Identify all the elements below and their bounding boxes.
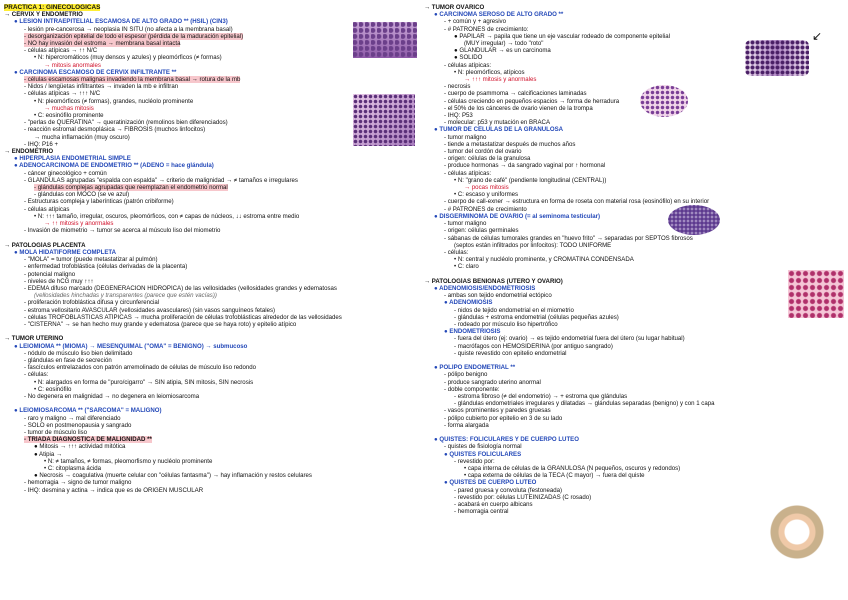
- left-line-text: - células atípicas: [24, 205, 70, 213]
- left-line: [4, 328, 419, 335]
- right-line: [424, 112, 844, 119]
- left-line: [4, 400, 419, 407]
- right-line-text: ● CARCINOMA SEROSO DE ALTO GRADO **: [434, 11, 564, 19]
- right-line: [424, 299, 844, 306]
- granulosa-image: [668, 205, 720, 235]
- right-line: [424, 76, 844, 83]
- left-line-text: - tumor de músculo liso: [24, 428, 87, 436]
- carcinoma-histology-image: [353, 94, 415, 146]
- pen-arrow-icon: ↙: [812, 29, 823, 43]
- left-line: [4, 292, 419, 299]
- left-line-text: → muchas mitosis: [44, 104, 94, 112]
- right-line-text: - + común y + agresivo: [444, 18, 506, 26]
- right-lines: [424, 4, 844, 515]
- right-line: [424, 184, 844, 191]
- left-line-text: - glándulas complejas agrupadas que reemplazan el endometrio normal: [34, 184, 228, 192]
- left-line: [4, 177, 419, 184]
- right-line: [424, 141, 844, 148]
- right-line-text: - revestido por: células LUTEINIZADAS (C rosado): [454, 493, 592, 501]
- right-line: [424, 371, 844, 378]
- right-line: [424, 278, 844, 285]
- left-line-text: - cáncer ginecológico + común: [24, 169, 107, 177]
- left-line-text: - niveles de hCG muy ↑↑↑: [24, 277, 94, 285]
- left-line: [4, 379, 419, 386]
- right-line-text: - acabará en cuerpo albicans: [454, 501, 533, 509]
- right-line: [424, 443, 844, 450]
- right-line: [424, 105, 844, 112]
- left-line-text: • N: alargados en forma de "puro/cigarro" → SIN atipia, SIN mitosis, SIN necrosis: [34, 378, 254, 386]
- right-line-text: • C: escaso y uniformes: [454, 191, 519, 199]
- left-line: [4, 271, 419, 278]
- right-line-text: - cuerpo de psammoma → calcificaciones laminadas: [444, 90, 587, 98]
- left-line-text: - glándulas en fase de secreción: [24, 356, 112, 364]
- left-line-text: - células atípicas → ↑↑ N/C: [24, 47, 98, 55]
- right-line: [424, 213, 844, 220]
- left-line-text: - "CISTERNA" → se han hecho muy grande y edematosa (parece que se haya roto) y epitelio atípico: [24, 320, 297, 328]
- right-line-text: - hemorragia central: [454, 508, 509, 516]
- right-line: [424, 314, 844, 321]
- right-line: [424, 242, 844, 249]
- left-line-text: → mucha inflamación (muy oscuro): [34, 133, 130, 141]
- right-line: [424, 4, 844, 11]
- left-line: [4, 429, 419, 436]
- left-line: [4, 472, 419, 479]
- right-line-text: - el 50% de los cánceres de ovario vienen de la trompa: [444, 104, 593, 112]
- right-line-text: - sábanas de células tumorales grandes en "huevo frito" → separadas por SEPTOS fibrosos: [444, 234, 693, 242]
- left-line-text: (vellosidades hinchadas y transparentes (parece que estén vacías)): [34, 292, 217, 300]
- left-line-text: → CÉRVIX Y ENDOMETRIO: [4, 11, 83, 19]
- left-line-text: • N: ↑↑↑ tamaño, irregular, oscuros, pleomórficos, con ≠ capas de núcleos, ↓↓ estroma entre medio: [34, 212, 300, 220]
- right-line-text: ● TUMOR DE CÉLULAS DE LA GRANULOSA: [434, 126, 564, 134]
- right-line: [424, 170, 844, 177]
- right-line: [424, 386, 844, 393]
- left-line-text: • N: hipercromáticos (muy densos y azules) y pleomórficos (≠ formas): [34, 54, 222, 62]
- right-line-text: - tumor del cordón del ovario: [444, 148, 522, 156]
- right-line: [424, 465, 844, 472]
- right-line-text: - tumor maligno: [444, 133, 487, 141]
- right-line-text: • C: claro: [454, 263, 479, 271]
- right-line-text: - molecular: p53 y mutación en BRACA: [444, 119, 551, 127]
- left-line: [4, 191, 419, 198]
- left-line: [4, 443, 419, 450]
- right-line-text: • capa interna de células de la GRANULOSA (N pequeños, oscuros y redondos): [464, 465, 681, 472]
- left-column: [4, 4, 419, 494]
- left-line: [4, 371, 419, 378]
- right-line-text: ● GLANDULAR → es un carcinoma: [454, 47, 551, 55]
- right-line: [424, 285, 844, 292]
- left-line: [4, 458, 419, 465]
- left-line: [4, 278, 419, 285]
- left-line-text: - "perlas de QUERATINA" → queratinización (remolinos bien diferenciados): [24, 119, 228, 127]
- right-line-text: - necrosis: [444, 83, 471, 91]
- right-line: [424, 227, 844, 234]
- left-line-text: → PATOLOGÍAS PLACENTA: [4, 241, 86, 249]
- right-line-text: ● ADENOMIOSIS: [444, 299, 493, 307]
- left-line: [4, 487, 419, 494]
- right-line-text: - estroma fibroso (≠ del endometrio) → + estroma que glándulas: [454, 392, 628, 400]
- right-line: [424, 126, 844, 133]
- right-line-text: - vasos prominentes y paredes gruesas: [444, 407, 551, 415]
- right-line-text: - revestido por:: [454, 457, 495, 465]
- right-line: [424, 400, 844, 407]
- right-line-text: - macrófagos con HEMOSIDERINA (por antiguo sangrado): [454, 342, 613, 350]
- left-line-text: - SÓLO en postmenopausia y sangrado: [24, 421, 132, 429]
- right-line-text: ● QUISTES: FOLICULARES Y DE CUERPO LÚTEO: [434, 436, 579, 444]
- left-line: [4, 263, 419, 270]
- right-line: [424, 134, 844, 141]
- left-line-text: - enfermedad trofoblástica (células derivadas de la placenta): [24, 263, 188, 271]
- left-line: [4, 479, 419, 486]
- left-line-text: - células:: [24, 371, 49, 379]
- left-line: [4, 299, 419, 306]
- right-line-text: • N: "grano de café" (pendiente longitudinal (CENTRAL)): [454, 176, 607, 184]
- left-line-text: • N: ≠ tamaños, ≠ formas, pleomorfismo y nucléolo prominente: [44, 457, 213, 465]
- left-line-text: - glándulas con MOCO (se ve azul): [34, 191, 130, 199]
- left-line-text: ● LESIÓN INTRAEPITELIAL ESCAMOSA DE ALTO GRADO ** (HSIL) (CIN3): [14, 18, 228, 26]
- right-line-text: - doble componente:: [444, 385, 500, 393]
- right-line: [424, 18, 844, 25]
- right-line-text: ● ADENOMIOSIS/ENDOMETRIOSIS: [434, 284, 536, 292]
- right-line-text: - # PATRONES de crecimiento: [444, 205, 527, 213]
- right-line: [424, 343, 844, 350]
- right-line-text: - produce sangrado uterino anormal: [444, 378, 541, 386]
- left-line: [4, 350, 419, 357]
- right-line: [424, 220, 844, 227]
- right-line-text: - IHQ: P53: [444, 112, 473, 120]
- left-line-text: ● HIPERPLASIA ENDOMETRIAL SIMPLE: [14, 155, 131, 163]
- left-line-text: - IHQ: desmina y actina → indica que es de ORIGEN MUSCULAR: [24, 486, 204, 494]
- right-line: [424, 155, 844, 162]
- left-line-text: - células escamosas malignas invadiendo la membrana basal → rotura de la mb: [24, 76, 241, 84]
- left-line: [4, 69, 419, 76]
- right-line: [424, 393, 844, 400]
- right-line: [424, 249, 844, 256]
- right-line: [424, 119, 844, 126]
- right-line: [424, 162, 844, 169]
- right-line-text: - glándulas + estroma endometrial (células pequeñas azules): [454, 313, 619, 321]
- right-line-text: • N: central y nucléolo prominente, y CROMATINA CONDENSADA: [454, 256, 634, 264]
- right-line: [424, 458, 844, 465]
- right-line: [424, 379, 844, 386]
- left-line: [4, 451, 419, 458]
- left-line: [4, 227, 419, 234]
- left-line-text: - Estructuras compleja y laberínticas (patrón cribiforme): [24, 198, 174, 206]
- right-line-text: ● QUISTES DE CUERPO LÚTEO: [444, 479, 537, 487]
- right-line: [424, 198, 844, 205]
- left-line: [4, 343, 419, 350]
- right-line-text: - tumor maligno: [444, 220, 487, 228]
- left-line-text: → ↑↑ mitosis y anormales: [44, 220, 114, 228]
- left-line: [4, 220, 419, 227]
- right-line-text: - células:: [444, 248, 469, 256]
- left-line-text: → mitosis anormales: [44, 61, 101, 69]
- left-line-text: → ENDOMETRIO: [4, 148, 54, 156]
- right-line-text: - fuera del útero (ej: ovario) → es tejido endometrial fuera del útero (su lugar habitual): [454, 335, 685, 343]
- left-line-text: - No degenera en malignidad → no degenera en leiomiosarcoma: [24, 392, 200, 400]
- left-line: [4, 436, 419, 443]
- right-line-text: - origen: células germinales: [444, 227, 519, 235]
- hsil-histology-image: [353, 22, 417, 58]
- right-line-text: (MUY irregular) → todo "roto": [464, 40, 544, 48]
- left-line-text: ● Necrosis → coagulativa (muerte celular con "células fantasma") → hay inflamación y restos celulares: [34, 472, 312, 480]
- right-line-text: - quiste revestido con epitelio endometrial: [454, 349, 567, 357]
- left-line: [4, 148, 419, 155]
- right-line: [424, 335, 844, 342]
- right-line: [424, 407, 844, 414]
- left-line-text: - nódulo de músculo liso bien delimitado: [24, 349, 133, 357]
- right-line: [424, 256, 844, 263]
- right-line-text: → PATOLOGÍAS BENIGNAS (ÚTERO Y OVARIO): [424, 277, 563, 285]
- left-line: [4, 407, 419, 414]
- left-line-text: • N: pleomórficos (≠ formas), grandes, nucléolo prominente: [34, 97, 194, 105]
- right-line-text: - # PATRONES de crecimiento:: [444, 25, 529, 33]
- dysgerminoma-image: [788, 270, 844, 318]
- right-line: [424, 364, 844, 371]
- left-line: [4, 242, 419, 249]
- left-line: [4, 249, 419, 256]
- right-line: [424, 472, 844, 479]
- right-line: [424, 191, 844, 198]
- right-line-text: ● ENDOMETRIOSIS: [444, 328, 501, 336]
- left-line: [4, 335, 419, 342]
- left-line-text: • C: eosinófilo: [34, 385, 72, 393]
- page-title: [4, 4, 419, 11]
- left-line-text: • C: citoplasma ácida: [44, 465, 102, 472]
- right-line-text: - nidos de tejido endometrial en el miometrio: [454, 306, 574, 314]
- right-line: [424, 494, 844, 501]
- right-line: [424, 292, 844, 299]
- left-line-text: - estroma vellositario AVASCULAR (vellosidades avasculares) (sin vasos sanguíneos fetales): [24, 306, 276, 314]
- left-line: [4, 170, 419, 177]
- left-line-text: - proliferación trofoblástica difusa y circunferencial: [24, 299, 160, 307]
- right-line: [424, 263, 844, 270]
- left-line-text: - GLÁNDULAS agrupadas "espalda con espalda" → criterio de malignidad → ≠ tamaños e irregulares: [24, 176, 298, 184]
- right-line: [424, 98, 844, 105]
- left-line: [4, 465, 419, 472]
- right-line: [424, 357, 844, 364]
- left-line: [4, 307, 419, 314]
- left-line-text: ● Atipia →: [34, 450, 63, 458]
- left-line-text: ● ADENOCARCINOMA DE ENDOMETRIO ** (ADENO = hace glándula): [14, 162, 214, 170]
- right-line-text: - células atípicas:: [444, 61, 492, 69]
- left-line-text: - células TROFOBLÁSTICAS ATÍPICAS → mucha proliferación de células trofoblásticas alrededor de las vellosidades: [24, 313, 342, 321]
- left-line-text: - potencial maligno: [24, 270, 76, 278]
- right-line-text: - células atípicas:: [444, 169, 492, 177]
- right-line: [424, 206, 844, 213]
- right-line: [424, 177, 844, 184]
- right-line: [424, 26, 844, 33]
- left-line-text: • C: eosinófilo prominente: [34, 112, 104, 120]
- left-line-text: - desorganización epitelial de todo el espesor (pérdida de la maduración epitelial): [24, 32, 244, 40]
- right-line: [424, 436, 844, 443]
- right-line: [424, 271, 844, 278]
- right-line: [424, 321, 844, 328]
- right-line: [424, 422, 844, 429]
- right-line-text: → ↑↑↑ mitosis y anormales: [464, 76, 537, 84]
- right-line-text: - quistes de fisiología normal: [444, 443, 522, 451]
- right-line-text: → TUMOR OVÁRICO: [424, 4, 485, 11]
- left-line: [4, 393, 419, 400]
- right-line-text: → pocas mitosis: [464, 184, 509, 192]
- right-line-text: - tiende a metastatizar después de muchos años: [444, 140, 576, 148]
- left-line-text: - TRÍADA DIAGNÓSTICA DE MALIGNIDAD **: [24, 436, 152, 444]
- right-line: [424, 90, 844, 97]
- right-line-text: ● QUISTES FOLICULARES: [444, 450, 522, 458]
- right-line-text: - pólipo benigno: [444, 371, 488, 379]
- right-line: [424, 83, 844, 90]
- right-line: [424, 33, 844, 40]
- right-line: [424, 328, 844, 335]
- right-line-text: • N: pleomórficos, atípicos: [454, 68, 525, 76]
- left-line: [4, 256, 419, 263]
- left-line: [4, 11, 419, 18]
- cyst-image: [770, 505, 824, 559]
- left-line: [4, 386, 419, 393]
- left-line-text: - reacción estromal desmoplásica → FIBROSIS (muchos linfocitos): [24, 126, 206, 134]
- left-lines: [4, 11, 419, 494]
- left-line-text: - "MOLA" = tumor (puede metastatizar al pulmón): [24, 256, 158, 264]
- left-line: [4, 162, 419, 169]
- right-line: [424, 350, 844, 357]
- left-line-text: - IHQ: P16 +: [24, 140, 59, 148]
- left-line-text: - Invasión de miometrio → tumor se acerca al músculo liso del miometrio: [24, 227, 221, 235]
- left-line-text: - NO hay invasión del estroma → membrana basal intacta: [24, 40, 181, 48]
- left-line-text: - hemorragia → signo de tumor maligno: [24, 479, 132, 487]
- left-line: [4, 76, 419, 83]
- right-line: [424, 429, 844, 436]
- right-line-text: - glándulas endometriales irregulares y dilatadas → glándulas separadas (benigno) y con 1 capa: [454, 400, 715, 408]
- left-line: [4, 235, 419, 242]
- left-line-text: ● MOLA HIDATIFORME COMPLETA: [14, 248, 117, 256]
- left-line: [4, 83, 419, 90]
- right-line-text: ● PAPILAR → papila que tiene un eje vascular rodeado de componente epitelial: [454, 32, 670, 40]
- left-line-text: ● CARCINOMA ESCAMOSO DE CÉRVIX INFILTRANTE **: [14, 68, 177, 76]
- left-line-text: ● Mitosis → ↑↑↑ actividad mitótica: [34, 443, 126, 451]
- right-column: [424, 4, 844, 515]
- right-line: [424, 148, 844, 155]
- page-title-text: PRÁCTICA 1: GINECOLÓGICAS: [4, 4, 101, 11]
- left-line-text: - lesión pre-cancerosa → neoplasia IN SITU (no afecta a la membrana basal): [24, 25, 233, 33]
- left-line: [4, 155, 419, 162]
- right-line: [424, 487, 844, 494]
- left-line: [4, 357, 419, 364]
- right-line-text: ● SÓLIDO: [454, 54, 483, 62]
- left-line: [4, 62, 419, 69]
- right-line: [424, 307, 844, 314]
- left-line: [4, 206, 419, 213]
- left-line: [4, 285, 419, 292]
- right-line-text: - pólipo cubierto por epitelio en 3 de su lado: [444, 414, 563, 422]
- left-line-text: - raro y maligno → mal diferenciado: [24, 414, 121, 422]
- right-line-text: • capa externa de células de la TECA (C mayor) → fuera del quiste: [464, 472, 645, 480]
- right-line-text: - rodeado por músculo liso hipertrófico: [454, 320, 558, 328]
- right-line: [424, 11, 844, 18]
- right-line: [424, 415, 844, 422]
- left-line-text: ● LEIOMIOMA ** (MIOMA) → MESENQUIMAL ("OMA" = BENIGNO) → submucoso: [14, 342, 248, 350]
- left-line-text: - células atípicas → ↑↑↑ N/C: [24, 90, 101, 98]
- right-line: [424, 451, 844, 458]
- right-line-text: - cuerpo de call-exner → estructura en forma de roseta con material rosa (eosinófilo) en su interior: [444, 198, 710, 206]
- right-line-text: - origen: células de la granulosa: [444, 155, 531, 163]
- left-line: [4, 184, 419, 191]
- right-line-text: - ambas son tejido endometrial ectópico: [444, 292, 552, 300]
- left-line: [4, 314, 419, 321]
- left-line: [4, 364, 419, 371]
- left-line: [4, 422, 419, 429]
- ovary-serous-image: [745, 40, 809, 76]
- right-line-text: ● PÓLIPO ENDOMETRIAL **: [434, 364, 516, 372]
- left-line-text: - fascículos entrelazados con patrón arremolinado de células de músculo liso redondo: [24, 364, 257, 372]
- left-line: [4, 198, 419, 205]
- left-line: [4, 321, 419, 328]
- right-line-text: - células creciendo en pequeños espacios → forma de herradura: [444, 97, 620, 105]
- left-line: [4, 213, 419, 220]
- serous-cells-image: [640, 85, 688, 117]
- right-line-text: - produce hormonas → da sangrado vaginal por ↑ hormonal: [444, 162, 606, 170]
- left-line: [4, 415, 419, 422]
- right-line-text: ● DISGERMINOMA DE OVARIO (= al seminoma testicular): [434, 212, 601, 220]
- right-line-text: (septos están infiltrados por linfocitos): TODO UNIFORME: [454, 241, 612, 249]
- right-line: [424, 235, 844, 242]
- left-line-text: - EDEMA difuso marcado (DEGENERACIÓN HIDRÓPICA) de las vellosidades (vellosidades grandes y edematosas: [24, 284, 337, 292]
- left-line-text: - Nidos / lengüetas infiltrantes → invaden la mb e infiltran: [24, 83, 179, 91]
- right-line-text: - pared gruesa y convoluta (festoneada): [454, 486, 563, 494]
- right-line-text: - forma alargada: [444, 421, 489, 429]
- left-line-text: ● LEIOMIOSARCOMA ** ("SARCOMA" = MALIGNO): [14, 407, 162, 415]
- right-line: [424, 479, 844, 486]
- left-line-text: → TUMOR UTERINO: [4, 335, 64, 343]
